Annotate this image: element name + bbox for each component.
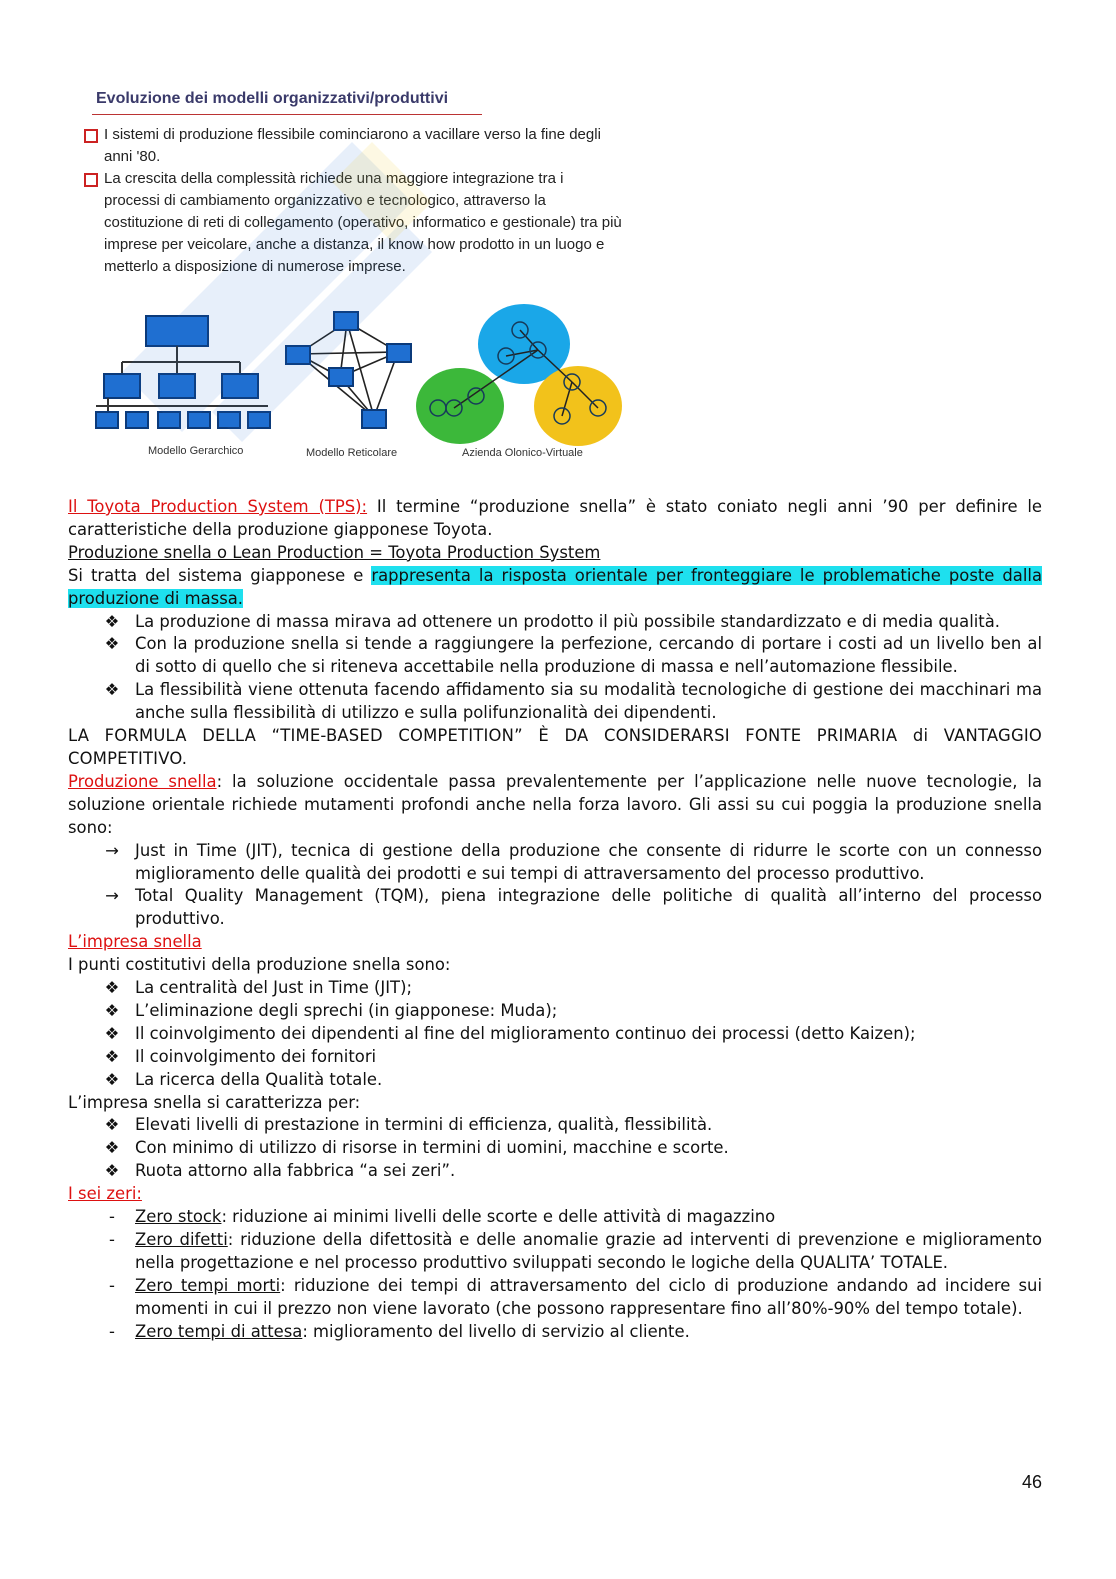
impresa-intro: I punti costitutivi della produzione snella sono: [68,955,451,975]
diamond-bullet-icon: ❖ [104,1046,120,1066]
impresa-intro-2: L’impresa snella si caratterizza per: [68,1092,361,1112]
diamond-bullet-icon: ❖ [104,680,120,700]
dash-bullet: - [109,1275,115,1295]
diamond-bullet-icon: ❖ [104,1069,120,1089]
produzione-snella-paragraph: Produzione snella: la soluzione occidentale passa prevalentemente per l’applicazione nelle nuove tecnologie, la soluzione orientale richiede mutamenti profondi anche nella forza lavoro. Gli assi su cui poggia la produzione snella sono: [68,771,1042,837]
dash-bullet: - [109,1321,115,1341]
caption-reticular: Modello Reticolare [306,447,398,459]
reticular-model-diagram [286,312,411,428]
slide-bullet: La crescita della complessità richiede una maggiore integrazione tra i processi di cambiamento organizzativo e tecnologico, attraverso la costituzione di reti di collegamento (operativo, informatico e gestionale) tra più imprese per veicolare, anche a distanza, il know how prodotto in un luogo e metterlo a disposizione di numerose imprese. [82,168,622,278]
slide-title-underline [92,114,482,115]
list-item: ❖ Il coinvolgimento dei dipendenti al fine del miglioramento continuo dei processi (detto Kaizen); [68,1023,1042,1046]
arrow-bullet-icon: → [105,840,119,860]
lean-equation: Produzione snella o Lean Production = Toyota Production System [68,542,601,562]
dash-bullet: - [109,1230,115,1249]
list-item: - Zero stock: riduzione ai minimi livelli delle scorte e delle attività di magazzino [68,1206,1042,1229]
diamond-bullet-icon: ❖ [104,1161,120,1181]
list-item: ❖ La ricerca della Qualità totale. [68,1069,1042,1092]
hierarchical-model-diagram [96,316,270,428]
list-item: ❖ Elevati livelli di prestazione in termini di efficienza, qualità, flessibilità. [68,1114,1042,1137]
square-bullet-icon [84,173,98,187]
diamond-bullet-icon: ❖ [104,611,120,631]
zero-term: Zero difetti [135,1230,228,1249]
zero-term: Zero tempi di attesa [135,1321,303,1341]
list-item: ❖ La flessibilità viene ottenuta facendo affidamento sia su modalità tecnologiche di gestione dei macchinari ma anche sulla flessibilità di utilizzo e sulla polifunzionalità dei dipendenti. [68,679,1042,725]
holonic-virtual-diagram [416,304,622,446]
list-item: ❖ La centralità del Just in Time (JIT); [68,977,1042,1000]
slide-title: Evoluzione dei modelli organizzativi/produttivi [96,90,449,107]
list-item: ❖ Con minimo di utilizzo di risorse in termini di uomini, macchine e scorte. [68,1137,1042,1160]
slide-bullet: I sistemi di produzione flessibile cominciarono a vacillare verso la fine degli anni '80. [82,124,622,168]
impresa-snella-heading: L’impresa snella [68,932,202,952]
organizational-models-diagram [72,300,638,478]
list-item: ❖ Il coinvolgimento dei fornitori [68,1046,1042,1069]
highlighted-text: rappresenta la risposta orientale per fronteggiare le problematiche poste dalla produzione di massa. [68,565,1042,608]
caption-hierarchical: Modello Gerarchico [148,445,244,457]
list-item: → Just in Time (JIT), tecnica di gestione della produzione che consente di ridurre le scorte con un connesso miglioramento delle qualità dei prodotti e sui tempi di attraversamento del processo produttivo. [68,840,1042,886]
page-number: 46 [1021,1472,1042,1492]
diamond-bullet-icon: ❖ [104,634,120,654]
list-item: ❖ La produzione di massa mirava ad ottenere un prodotto il più possibile standardizzato e di media qualità. [68,611,1042,634]
tps-intro: Si tratta del sistema giapponese e rappresenta la risposta orientale per fronteggiare le problematiche poste dalla produzione di massa. [68,565,1042,608]
produzione-snella-heading: Produzione snella [68,771,217,791]
diamond-bullet-icon: ❖ [104,978,120,998]
diamond-bullet-icon: ❖ [104,1138,120,1158]
slide-bullet-list [82,124,622,278]
slide-image [72,72,638,478]
square-bullet-icon [84,129,98,143]
tps-paragraph: Il Toyota Production System (TPS): Il termine “produzione snella” è stato coniato negli anni ’90 per definire le caratteristiche della produzione giapponese Toyota. [68,497,1042,539]
list-item: ❖ Con la produzione snella si tende a raggiungere la perfezione, cercando di portare i costi ad un livello ben al di sotto di quello che si riteneva accettabile nella produzione di massa e nell’automazione flessibile. [68,633,1042,679]
diamond-bullet-icon: ❖ [104,1023,120,1043]
arrow-bullet-icon: → [105,886,119,906]
list-item: - Zero tempi morti: riduzione dei tempi di attraversamento del ciclo di produzione andando ad incidere sui momenti in cui il prezzo non viene lavorato (che possono rappresentare fino all’80%-90% del tempo totale). [68,1275,1042,1321]
zero-term: Zero stock [135,1207,222,1227]
list-item: - Zero tempi di attesa: miglioramento del livello di servizio al cliente. [68,1321,1042,1344]
zero-term: Zero tempi morti [135,1275,281,1295]
diamond-bullet-icon: ❖ [104,1115,120,1135]
list-item: - Zero difetti: riduzione della difettosità e delle anomalie grazie ad interventi di prevenzione e miglioramento nella progettazione e nel processo produttivo sviluppati secondo le logiche della QUALITA’ TOTALE. [68,1229,1042,1275]
list-item: → Total Quality Management (TQM), piena integrazione delle politiche di qualità all’interno del processo produttivo. [68,885,1042,931]
caption-holonic: Azienda Olonico-Virtuale [462,447,583,459]
tps-heading: Il Toyota Production System (TPS): [68,497,368,516]
document-body [68,496,1042,1344]
list-item: ❖ Ruota attorno alla fabbrica “a sei zeri”. [68,1160,1042,1183]
sei-zeri-heading: I sei zeri: [68,1184,142,1204]
dash-bullet: - [109,1207,115,1227]
diamond-bullet-icon: ❖ [104,1000,120,1020]
list-item: ❖ L’eliminazione degli sprechi (in giapponese: Muda); [68,1000,1042,1023]
time-based-formula: LA FORMULA DELLA “TIME-BASED COMPETITION” È DA CONSIDERARSI FONTE PRIMARIA di VANTAGGIO COMPETITIVO. [68,726,1042,768]
